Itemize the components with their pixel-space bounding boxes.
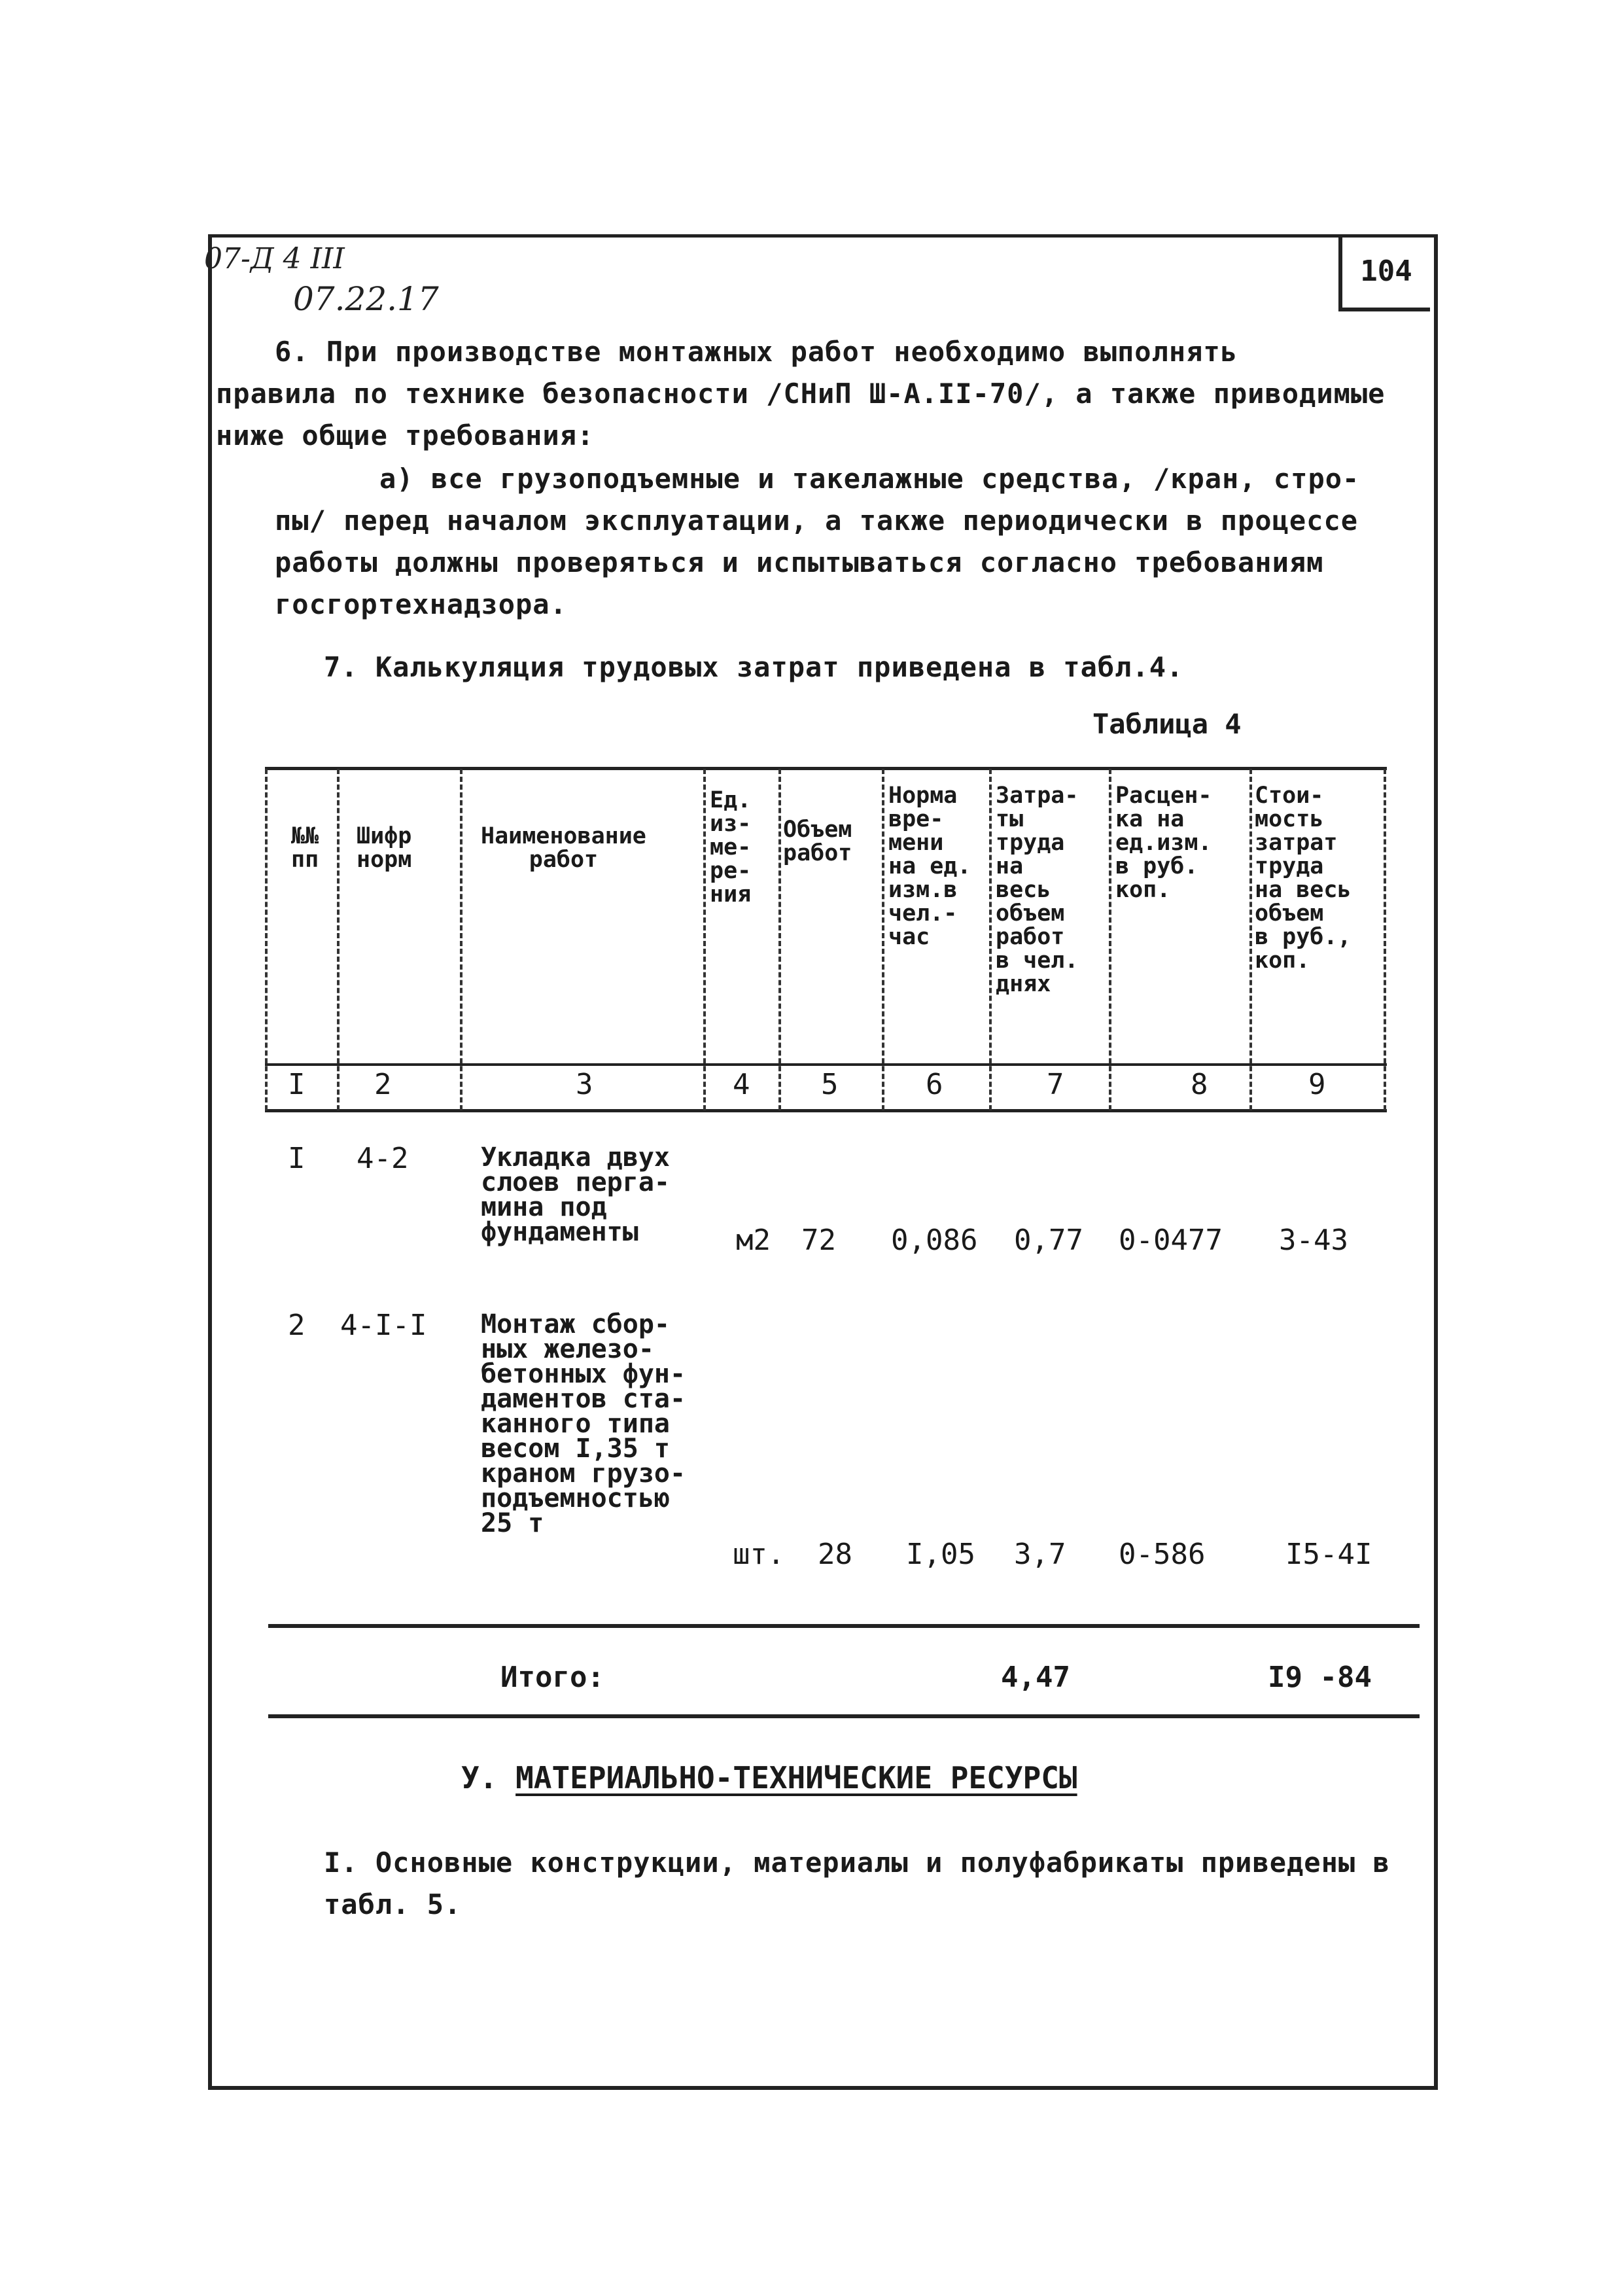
column-number: I — [288, 1068, 305, 1101]
header-unit: Ед. из- ме- ре- ния — [710, 787, 752, 908]
row-time-norm: 0,086 — [891, 1224, 978, 1257]
col-divider — [337, 769, 340, 1110]
row-num: 2 — [288, 1309, 305, 1342]
paragraph-6 — [216, 331, 1387, 457]
row-cost: 3-43 — [1279, 1224, 1348, 1257]
col-divider — [703, 769, 706, 1110]
row-num: I — [288, 1142, 305, 1175]
row-time-norm: I,05 — [906, 1538, 975, 1571]
paragraph-section-1: I. Основные конструкции, материалы и полуфабрикаты приведены в табл. 5. — [324, 1846, 1390, 1920]
row-rate: 0-0477 — [1119, 1224, 1223, 1257]
row-unit: шт. — [733, 1538, 785, 1571]
col-divider — [989, 769, 992, 1110]
page-number: 104 — [1338, 234, 1430, 311]
col-divider — [265, 769, 268, 1110]
paragraph-6-first-line: 6. При производстве монтажных работ необходимо выполнять — [275, 336, 1238, 368]
paragraph-a-continuation: пы/ перед началом эксплуатации, а также периодически в процессе работы должны проверяться и испытываться согласно требованиям госгортехнадзора. — [275, 504, 1359, 620]
col-divider — [778, 769, 781, 1110]
table-top-rule — [265, 767, 1387, 770]
row-code: 4-2 — [357, 1142, 409, 1175]
col-divider — [1109, 769, 1111, 1110]
row-volume: 72 — [801, 1224, 836, 1257]
col-divider — [1384, 769, 1386, 1110]
total-bottom-rule — [268, 1714, 1420, 1718]
section-heading — [461, 1760, 1077, 1795]
row-labor: 3,7 — [1014, 1538, 1066, 1571]
col-divider — [882, 769, 884, 1110]
total-cost: I9 -84 — [1268, 1661, 1372, 1694]
body-bottom-rule — [268, 1624, 1420, 1628]
row-name: Укладка двух слоев перга- мина под фундаменты — [481, 1142, 670, 1247]
paragraph-6-continuation: правила по технике безопасности /СНиП Ш-А.II-70/, а также приводимые ниже общие требования: — [216, 378, 1386, 451]
col-divider — [460, 769, 462, 1110]
total-labor: 4,47 — [1001, 1661, 1070, 1694]
row-rate: 0-586 — [1119, 1538, 1206, 1571]
header-rate: Расцен- ка на ед.изм. в руб. коп. — [1115, 783, 1212, 903]
paragraph-a-first-line: а) все грузоподъемные и такелажные средства, /кран, стро- — [379, 463, 1360, 495]
column-number: 4 — [733, 1068, 750, 1101]
header-code: Шифр норм — [357, 823, 412, 873]
header-cost: Стои- мость затрат труда на весь объем в руб., коп. — [1255, 783, 1352, 974]
paragraph-7: 7. Калькуляция трудовых затрат приведена в табл.4. — [324, 651, 1184, 683]
row-cost: I5-4I — [1285, 1538, 1372, 1571]
section-title: МАТЕРИАЛЬНО-ТЕХНИЧЕСКИЕ РЕСУРСЫ — [515, 1760, 1077, 1795]
header-name: Наименование работ — [481, 823, 646, 873]
header-labor: Затра- ты труда на весь объем работ в чел. днях — [996, 783, 1079, 997]
row-labor: 0,77 — [1014, 1224, 1083, 1257]
paragraph-a — [275, 458, 1387, 626]
column-number: 8 — [1191, 1068, 1208, 1101]
document-date: 07.22.17 — [293, 280, 439, 318]
column-number: 2 — [374, 1068, 392, 1101]
col-divider — [1249, 769, 1252, 1110]
column-number: 9 — [1308, 1068, 1326, 1101]
row-name: Монтаж сбор- ных железо- бетонных фун- даментов ста- канного типа весом I,35 т краном грузо- подъемностью 25 т — [481, 1309, 686, 1538]
header-volume: Объем работ — [783, 817, 852, 866]
number-row-rule — [265, 1109, 1387, 1112]
column-number: 3 — [576, 1068, 593, 1101]
header-time-norm: Норма вре- мени на ед. изм.в чел.- час — [888, 783, 971, 950]
section-number: У. — [461, 1760, 498, 1795]
header-bottom-rule — [265, 1063, 1387, 1066]
row-volume: 28 — [818, 1538, 852, 1571]
header-num: №№ пп — [291, 823, 319, 873]
total-label: Итого: — [500, 1661, 604, 1694]
column-number: 6 — [926, 1068, 943, 1101]
table-title: Таблица 4 — [1092, 708, 1242, 740]
row-code: 4-I-I — [340, 1309, 427, 1342]
document-code: 07-Д 4 III — [204, 242, 345, 275]
row-unit: м2 — [736, 1224, 771, 1257]
column-number: 7 — [1047, 1068, 1064, 1101]
column-number: 5 — [821, 1068, 839, 1101]
